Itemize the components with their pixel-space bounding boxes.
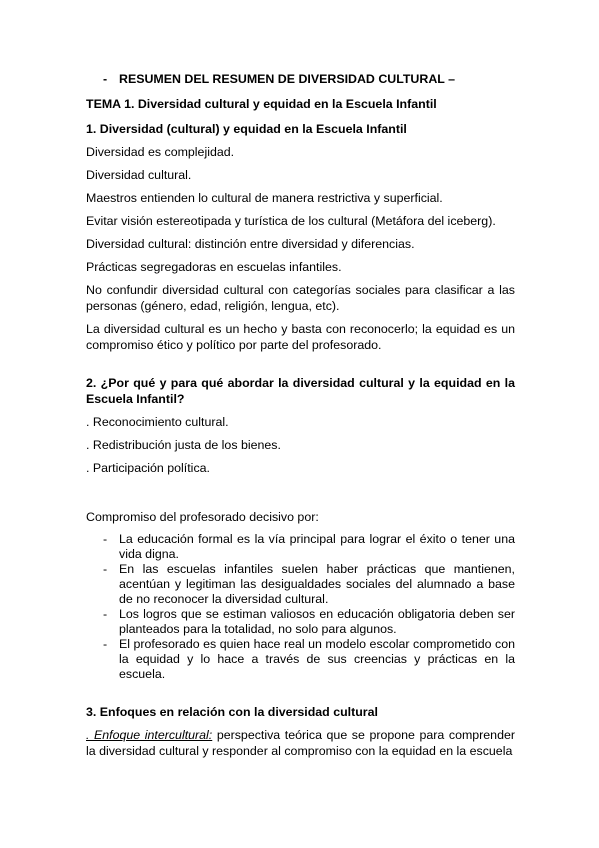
section3-paragraph	[86, 727, 515, 759]
list-item	[86, 532, 515, 562]
section2-point: . Reconocimiento cultural.	[86, 415, 229, 429]
bullet-dash: -	[103, 637, 108, 651]
enfoque-term: . Enfoque intercultural:	[86, 728, 213, 742]
section1-paragraph: No confundir diversidad cultural con categorías sociales para clasificar a las personas (género, edad, religión, lengua, etc).	[86, 283, 515, 313]
title-text: RESUMEN DEL RESUMEN DE DIVERSIDAD CULTURAL –	[119, 72, 455, 86]
section2-point: . Redistribución justa de los bienes.	[86, 438, 281, 452]
list-item-text: El profesorado es quien hace real un modelo escolar comprometido con la equidad y lo hace a través de sus creencias y prácticas en la escuela.	[119, 637, 515, 681]
list-item	[86, 562, 515, 607]
section1-paragraph: Diversidad cultural.	[86, 168, 192, 182]
bullet-dash: -	[103, 532, 108, 546]
section1-paragraph: Diversidad es complejidad.	[86, 145, 235, 159]
section3-heading: 3. Enfoques en relación con la diversidad cultural	[86, 705, 378, 719]
section2-point: . Participación política.	[86, 461, 210, 475]
bullet-dash: -	[103, 607, 108, 621]
section1-paragraph: Diversidad cultural: distinción entre diversidad y diferencias.	[86, 237, 415, 251]
list-item	[86, 607, 515, 637]
section1-heading: 1. Diversidad (cultural) y equidad en la Escuela Infantil	[86, 122, 407, 136]
section2-intro: Compromiso del profesorado decisivo por:	[86, 510, 319, 524]
document-body	[86, 68, 515, 759]
list-item-text: Los logros que se estiman valiosos en educación obligatoria deben ser planteados para la totalidad, no solo para algunos.	[119, 607, 515, 636]
section1-paragraph: Evitar visión estereotipada y turística de los cultural (Metáfora del iceberg).	[86, 214, 496, 228]
document-title	[86, 71, 515, 87]
commitment-list	[86, 532, 515, 682]
section1-paragraph: Maestros entienden lo cultural de manera restrictiva y superficial.	[86, 191, 443, 205]
tema-heading: TEMA 1. Diversidad cultural y equidad en la Escuela Infantil	[86, 97, 437, 111]
section2-heading: 2. ¿Por qué y para qué abordar la diversidad cultural y la equidad en la Escuela Infantil?	[86, 376, 515, 406]
enfoque-definition: perspectiva teórica que se propone para comprender la diversidad cultural y responder al compromiso con la equidad en la escuela	[86, 728, 515, 758]
list-item-text: La educación formal es la vía principal para lograr el éxito o tener una vida digna.	[119, 532, 515, 561]
section1-paragraph: La diversidad cultural es un hecho y basta con reconocerlo; la equidad es un compromiso ético y político por parte del profesorado.	[86, 322, 515, 352]
bullet-dash: -	[103, 562, 108, 576]
section1-paragraph: Prácticas segregadoras en escuelas infantiles.	[86, 260, 342, 274]
list-item-text: En las escuelas infantiles suelen haber prácticas que mantienen, acentúan y legitiman las desigualdades sociales del alumnado a base de no reconocer la diversidad cultural.	[119, 562, 515, 606]
title-dash: -	[103, 72, 108, 86]
list-item	[86, 637, 515, 682]
